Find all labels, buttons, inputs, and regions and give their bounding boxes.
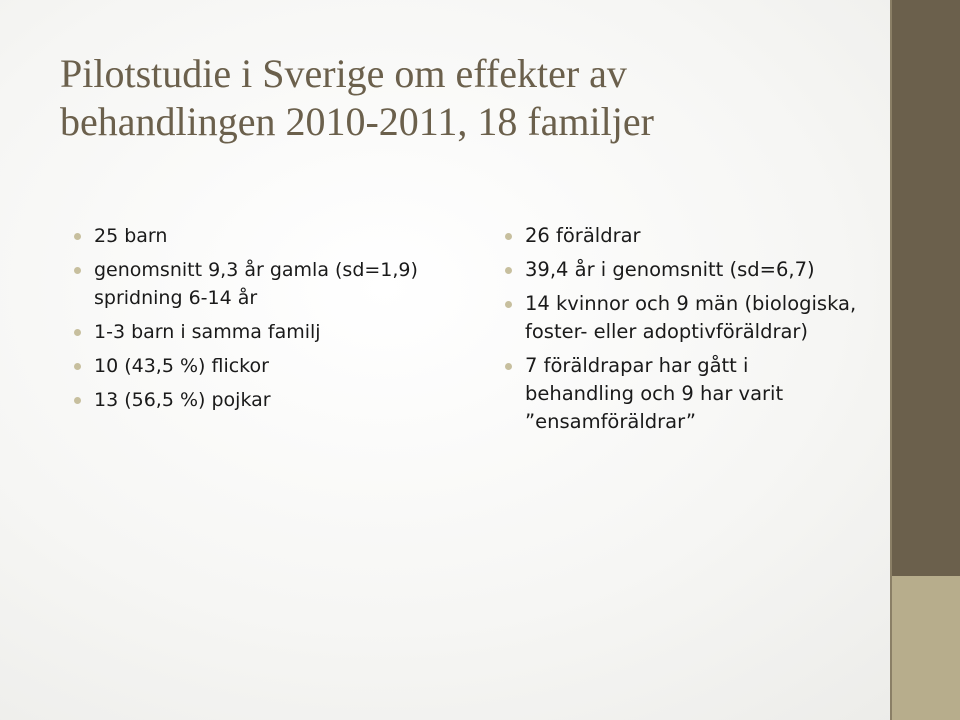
dot-bullet-icon: [74, 329, 81, 336]
list-item-text: 14 kvinnor och 9 män (biologiska,: [525, 292, 857, 315]
parents-bullet-list: [503, 222, 893, 442]
list-item: [503, 256, 893, 284]
list-item-text: 25 barn: [94, 225, 168, 247]
list-item-text: 1-3 barn i samma familj: [94, 321, 321, 343]
dot-bullet-icon: [74, 267, 81, 274]
list-item: [72, 352, 472, 380]
slide-title-line-1: Pilotstudie i Sverige om effekter av: [60, 51, 627, 96]
list-item-text: 26 föräldrar: [525, 224, 641, 247]
list-item-text: genomsnitt 9,3 år gamla (sd=1,9): [94, 259, 418, 281]
slide-title-line-2: behandlingen 2010-2011, 18 familjer: [60, 99, 654, 144]
dot-bullet-icon: [505, 363, 512, 370]
list-item: [72, 386, 472, 414]
slide-title: [60, 50, 860, 146]
list-item-text-continued: foster- eller adoptivföräldrar): [525, 320, 809, 343]
list-item-text-continued: ”ensamföräldrar”: [525, 410, 697, 433]
list-item: [72, 222, 472, 250]
side-band-light: [890, 576, 960, 720]
list-item-text: 10 (43,5 %) flickor: [94, 355, 269, 377]
list-item-text: 7 föräldrapar har gått i: [525, 354, 749, 377]
list-item: [503, 222, 893, 250]
dot-bullet-icon: [505, 301, 512, 308]
list-item-text-continued: spridning 6-14 år: [94, 287, 258, 309]
list-item: [72, 256, 472, 312]
list-item: [503, 290, 893, 346]
list-item-text: 13 (56,5 %) pojkar: [94, 389, 271, 411]
side-band-dark: [890, 0, 960, 576]
dot-bullet-icon: [505, 267, 512, 274]
dot-bullet-icon: [74, 397, 81, 404]
decorative-side-band: [890, 0, 960, 720]
children-bullet-list: [72, 222, 472, 420]
list-item-text-continued: behandling och 9 har varit: [525, 382, 784, 405]
list-item: [503, 352, 893, 436]
list-item: [72, 318, 472, 346]
dot-bullet-icon: [505, 233, 512, 240]
list-item-text: 39,4 år i genomsnitt (sd=6,7): [525, 258, 815, 281]
dot-bullet-icon: [74, 363, 81, 370]
dot-bullet-icon: [74, 233, 81, 240]
